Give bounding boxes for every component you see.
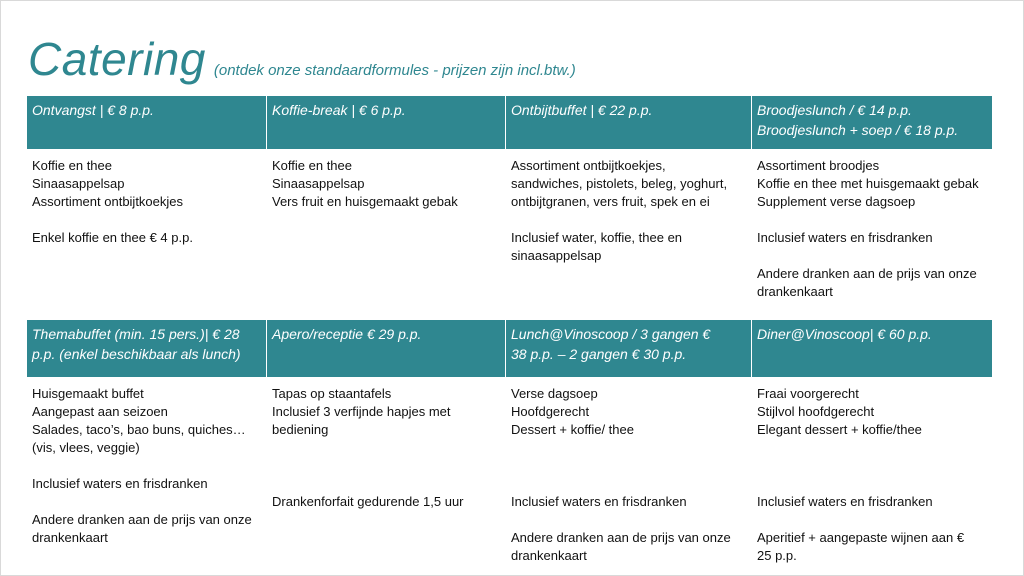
- formula-header: [752, 320, 993, 377]
- formula-header-line: Ontvangst | € 8 p.p.: [32, 102, 154, 118]
- formula-item: Assortiment ontbijtkoekjes: [32, 194, 184, 209]
- formula-header: [27, 320, 267, 377]
- formula-header-line: Diner@Vinoscoop| € 60 p.p.: [757, 326, 932, 342]
- formula-item: Supplement verse dagsoep: [757, 194, 916, 209]
- formula-item: Drankenforfait gedurende 1,5 uur: [272, 494, 464, 509]
- spacer: [757, 247, 987, 265]
- formula-item: ontbijtgranen, vers fruit, spek en ei: [511, 194, 710, 209]
- formula-details: [752, 377, 993, 565]
- formula-details: [267, 377, 506, 565]
- formula-item: Verse dagsoep: [511, 386, 598, 401]
- formula-item: Koffie en thee met huisgemaakt gebak: [757, 176, 979, 191]
- formula-item: Aangepast aan seizoen: [32, 404, 168, 419]
- formula-header: [752, 96, 993, 149]
- formula-header: [506, 96, 752, 149]
- formula-item: Andere dranken aan de prijs van onze: [32, 512, 252, 527]
- formula-item: Enkel koffie en thee € 4 p.p.: [32, 230, 193, 245]
- formula-item: 25 p.p.: [757, 548, 797, 563]
- spacer: [32, 493, 261, 511]
- formula-item: Dessert + koffie/ thee: [511, 422, 634, 437]
- formula-header-line: Broodjeslunch / € 14 p.p.: [757, 102, 912, 118]
- empty-line: [757, 457, 987, 475]
- formula-item: Koffie en thee: [272, 158, 352, 173]
- formula-item: sinaasappelsap: [511, 248, 602, 263]
- spacer: [757, 211, 987, 229]
- spacer: [757, 475, 987, 493]
- formula-item: Huisgemaakt buffet: [32, 386, 144, 401]
- formula-header-line: p.p. (enkel beschikbaar als lunch): [32, 346, 241, 362]
- formula-details: [27, 149, 267, 301]
- formula-header: [267, 96, 506, 149]
- formula-header-line: Ontbijtbuffet | € 22 p.p.: [511, 102, 653, 118]
- formula-item: Vers fruit en huisgemaakt gebak: [272, 194, 458, 209]
- formula-header-line: Broodjeslunch + soep / € 18 p.p.: [757, 122, 959, 138]
- formula-header: [506, 320, 752, 377]
- spacer: [511, 475, 746, 493]
- spacer: [272, 439, 500, 457]
- formula-item: sandwiches, pistolets, beleg, yoghurt,: [511, 176, 728, 191]
- formula-item: Stijlvol hoofdgerecht: [757, 404, 875, 419]
- spacer: [511, 439, 746, 457]
- formula-item: Hoofdgerecht: [511, 404, 590, 419]
- formula-header: [267, 320, 506, 377]
- page-subtitle: (ontdek onze standaardformules - prijzen zijn incl.btw.): [213, 62, 576, 79]
- catering-grid-top: [27, 96, 993, 301]
- spacer: [757, 511, 987, 529]
- formula-item: Inclusief water, koffie, thee en: [511, 230, 683, 245]
- formula-item: Inclusief 3 verfijnde hapjes met: [272, 404, 451, 419]
- spacer: [32, 457, 261, 475]
- formula-header-line: Lunch@Vinoscoop / 3 gangen €: [511, 326, 711, 342]
- spacer: [511, 211, 746, 229]
- empty-line: [272, 457, 500, 475]
- formula-item: Inclusief waters en frisdranken: [757, 494, 933, 509]
- formula-item: Andere dranken aan de prijs van onze: [757, 266, 977, 281]
- formula-details: [752, 149, 993, 301]
- spacer: [757, 439, 987, 457]
- spacer: [511, 511, 746, 529]
- formula-header: [27, 96, 267, 149]
- formula-item: drankenkaart: [32, 530, 108, 545]
- formula-item: bediening: [272, 422, 329, 437]
- catering-grid-bottom: [27, 320, 993, 565]
- formula-header-line: Koffie-break | € 6 p.p.: [272, 102, 406, 118]
- formula-item: Inclusief waters en frisdranken: [757, 230, 933, 245]
- formula-item: Assortiment broodjes: [757, 158, 880, 173]
- formula-item: Aperitief + aangepaste wijnen aan €: [757, 530, 965, 545]
- formula-item: Elegant dessert + koffie/thee: [757, 422, 922, 437]
- spacer: [32, 211, 261, 229]
- formula-item: Koffie en thee: [32, 158, 112, 173]
- formula-item: Inclusief waters en frisdranken: [32, 476, 208, 491]
- formula-details: [506, 149, 752, 301]
- formula-details: [267, 149, 506, 301]
- spacer: [272, 475, 500, 493]
- formula-header-line: 38 p.p. – 2 gangen € 30 p.p.: [511, 346, 687, 362]
- formula-item: Tapas op staantafels: [272, 386, 392, 401]
- formula-item: drankenkaart: [511, 548, 587, 563]
- formula-item: Andere dranken aan de prijs van onze: [511, 530, 731, 545]
- formula-item: drankenkaart: [757, 284, 833, 299]
- formula-item: Fraai voorgerecht: [757, 386, 859, 401]
- formula-item: (vis, vlees, veggie): [32, 440, 140, 455]
- formula-header-line: Apero/receptie € 29 p.p.: [272, 326, 422, 342]
- formula-item: Salades, taco’s, bao buns, quiches…: [32, 422, 246, 437]
- formula-item: Inclusief waters en frisdranken: [511, 494, 687, 509]
- page-title: Catering: [28, 33, 206, 85]
- formula-details: [27, 377, 267, 565]
- formula-details: [506, 377, 752, 565]
- empty-line: [511, 457, 746, 475]
- formula-item: Assortiment ontbijtkoekjes,: [511, 158, 666, 173]
- formula-item: Sinaasappelsap: [32, 176, 125, 191]
- formula-header-line: Themabuffet (min. 15 pers.)| € 28: [32, 326, 240, 342]
- title-row: [28, 33, 576, 85]
- formula-item: Sinaasappelsap: [272, 176, 365, 191]
